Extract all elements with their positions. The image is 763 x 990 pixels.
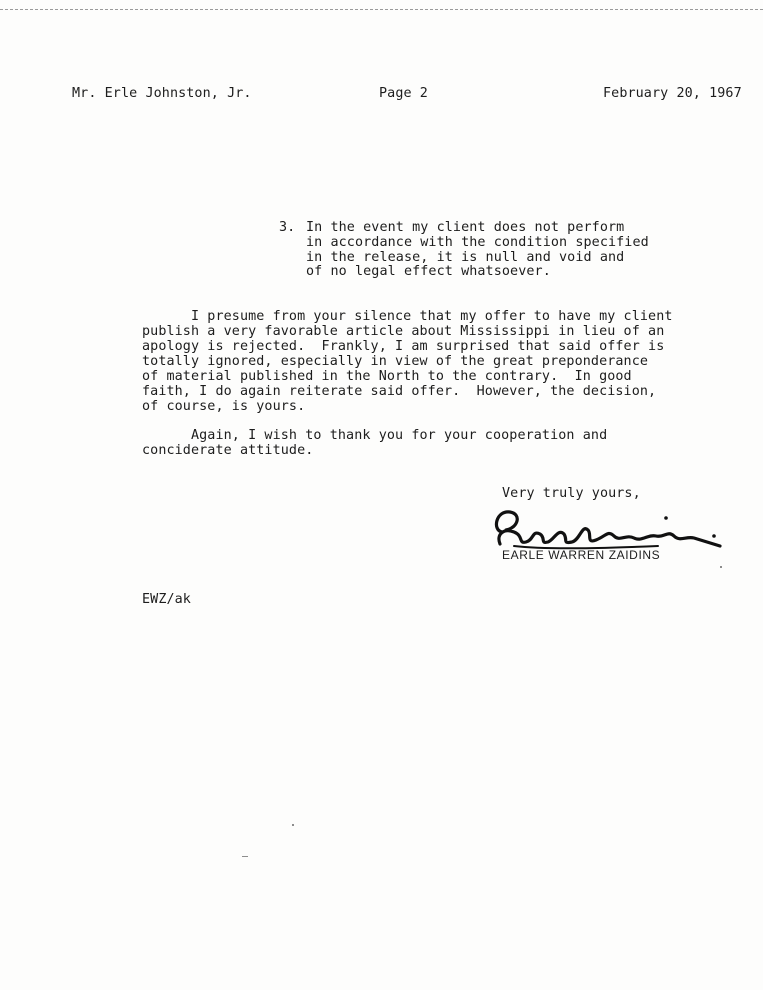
paragraph-line: I presume from your silence that my offer to have my client <box>142 309 673 324</box>
paragraph-line: conciderate attitude. <box>142 443 314 458</box>
header-date: February 20, 1967 <box>603 86 742 101</box>
paragraph-line: of material published in the North to the contrary. In good <box>142 369 632 384</box>
item-number: 3. <box>279 220 296 235</box>
reference-initials: EWZ/ak <box>142 592 191 607</box>
paragraph-line: publish a very favorable article about Mississippi in lieu of an <box>142 324 665 339</box>
closing-salutation: Very truly yours, <box>502 486 641 501</box>
header-page-number: Page 2 <box>379 86 428 101</box>
item-line: in accordance with the condition specified <box>306 235 649 250</box>
paragraph-line: totally ignored, especially in view of the great preponderance <box>142 354 649 369</box>
signer-typed-name: EARLE WARREN ZAIDINS <box>502 548 661 562</box>
page-top-edge <box>0 0 763 10</box>
item-line: of no legal effect whatsoever. <box>306 264 551 279</box>
header-addressee: Mr. Erle Johnston, Jr. <box>72 86 252 101</box>
paper-speck <box>720 566 722 568</box>
paragraph-line: of course, is yours. <box>142 399 306 414</box>
paper-speck <box>292 824 294 826</box>
paper-speck <box>242 856 248 857</box>
item-line: In the event my client does not perform <box>306 220 625 235</box>
paragraph-line: apology is rejected. Frankly, I am surprised that said offer is <box>142 339 665 354</box>
paragraph-line: faith, I do again reiterate said offer. However, the decision, <box>142 384 657 399</box>
item-line: in the release, it is null and void and <box>306 250 625 265</box>
paragraph-line: Again, I wish to thank you for your cooperation and <box>142 428 608 443</box>
